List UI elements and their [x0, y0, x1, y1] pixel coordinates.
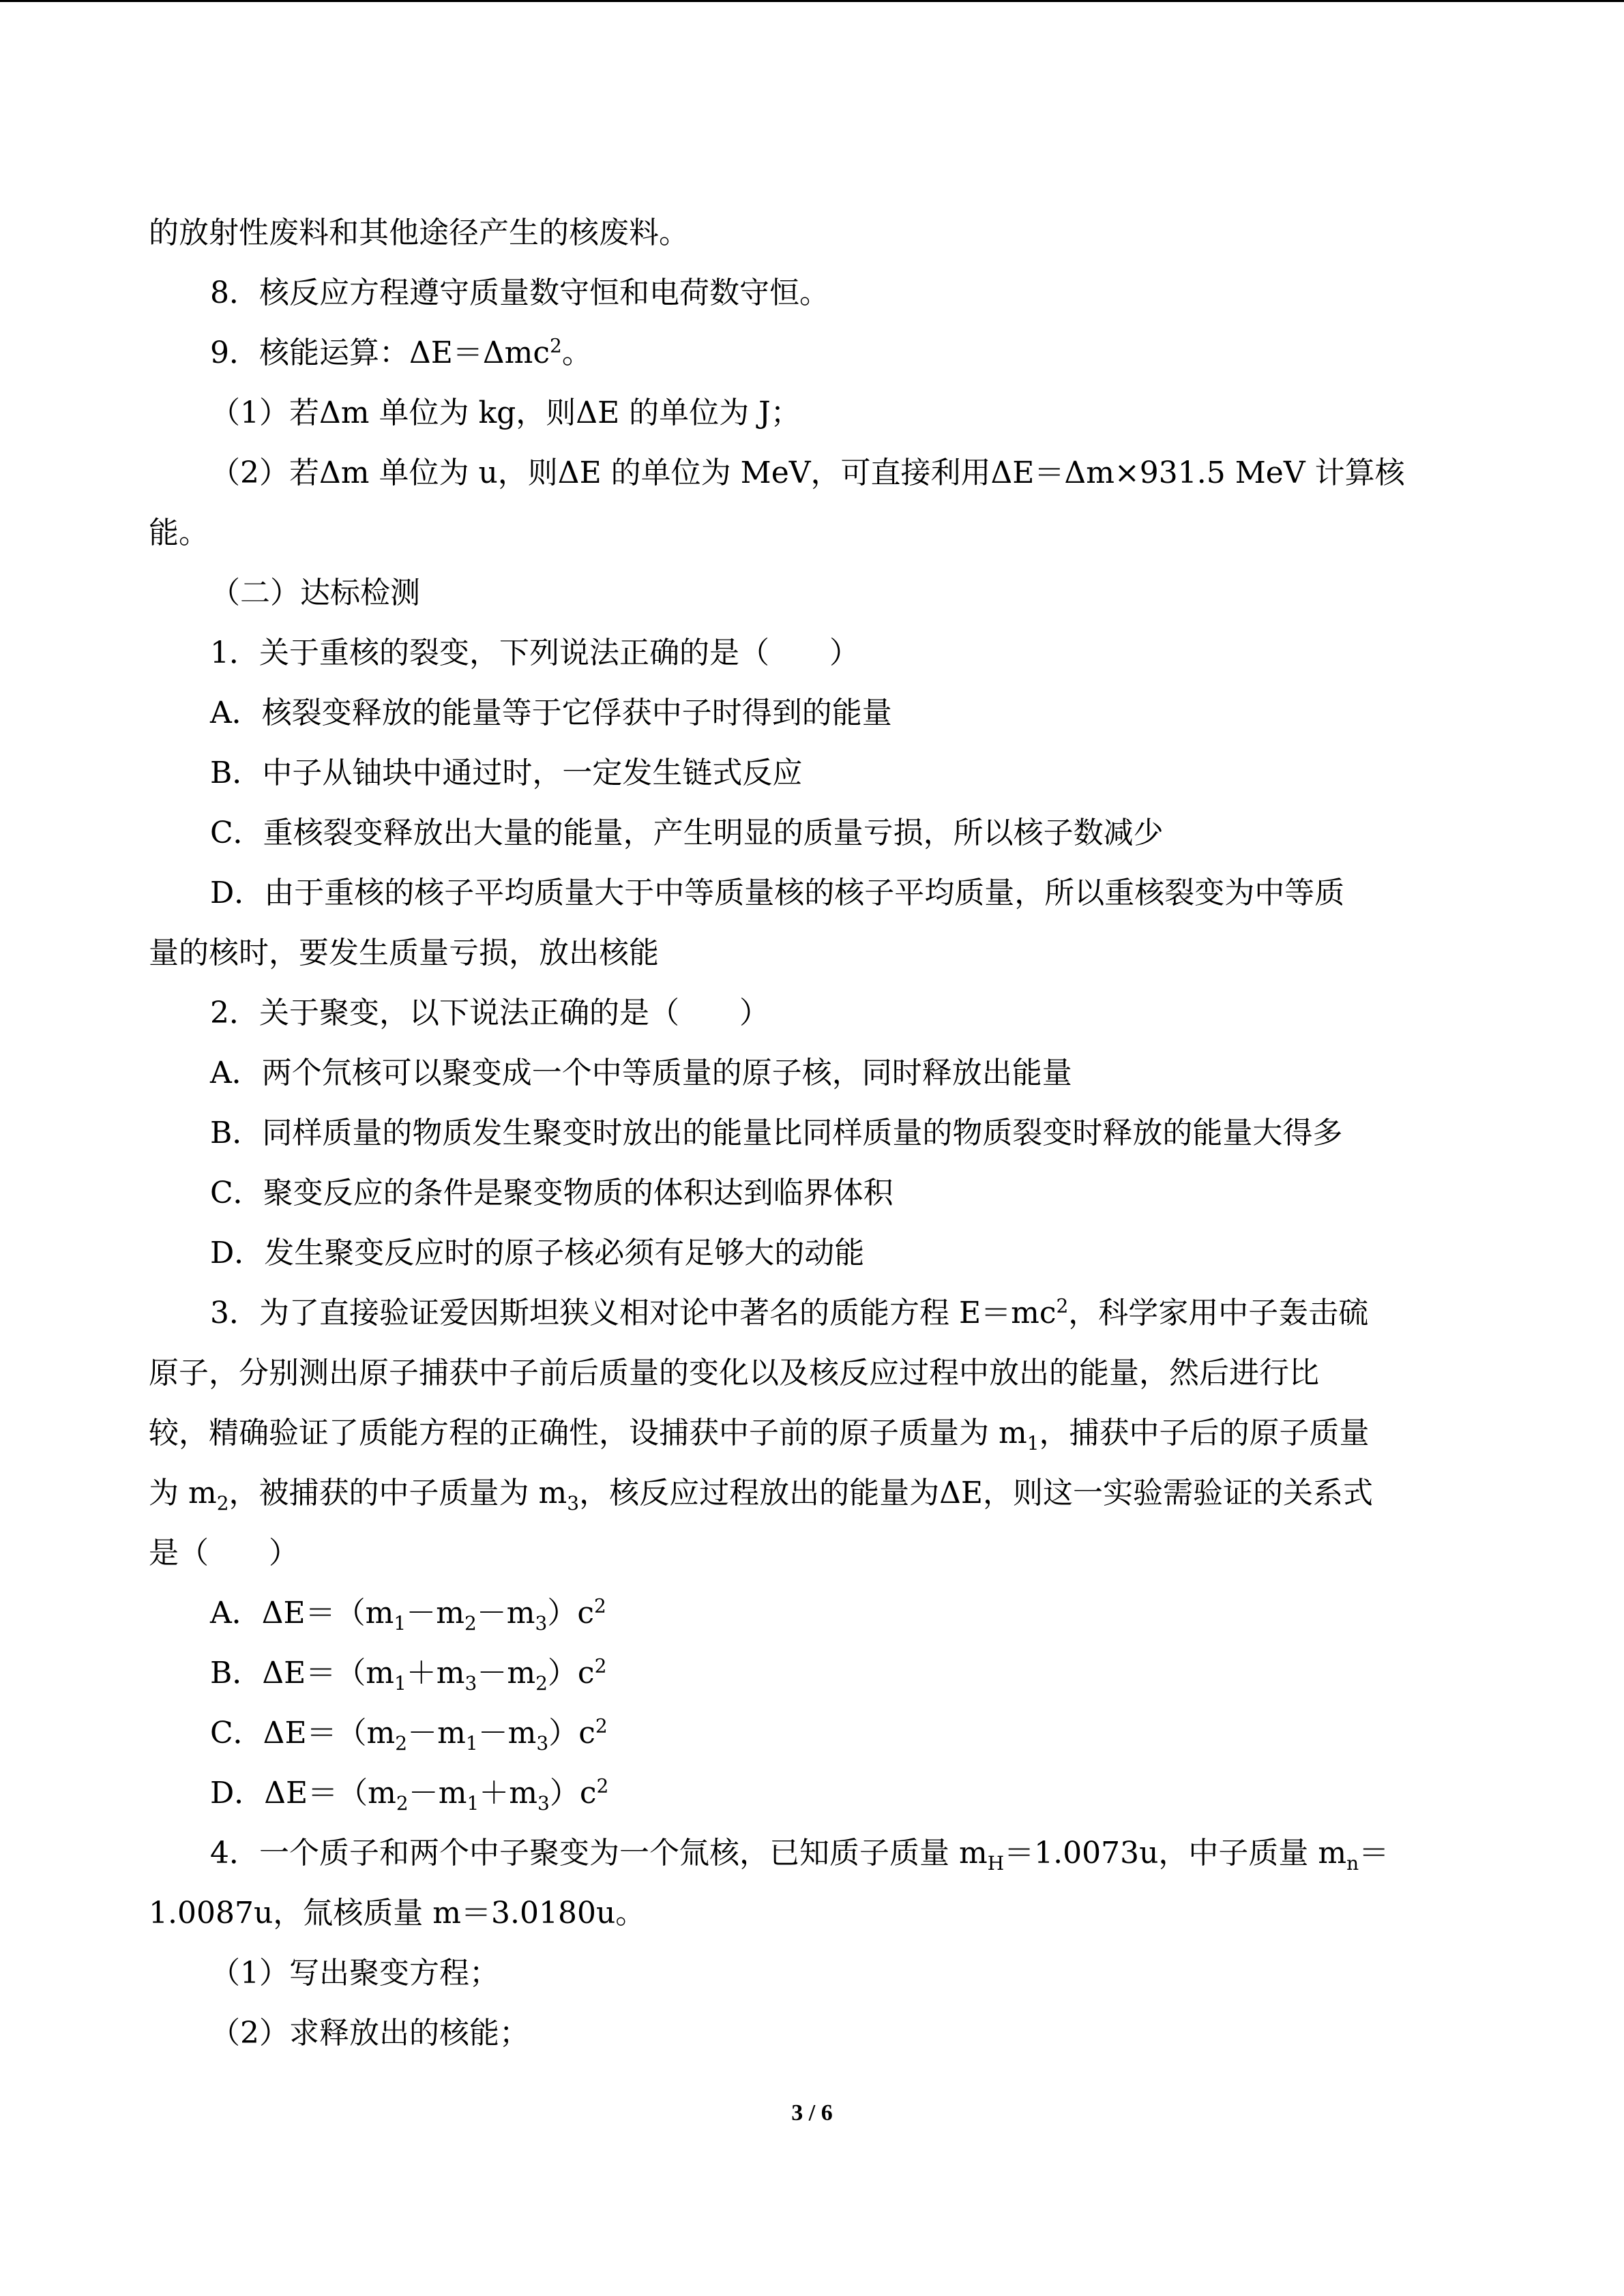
text-line: 原子，分别测出原子捕获中子前后质量的变化以及核反应过程中放出的能量，然后进行比 — [149, 1356, 1319, 1390]
question-1-option-c: C．重核裂变释放出大量的能量，产生明显的质量亏损，所以核子数减少 — [210, 816, 1164, 850]
question-1-option-b: B．中子从铀块中通过时，一定发生链式反应 — [210, 756, 803, 790]
knowledge-point-8: 8．核反应方程遵守质量数守恒和电荷数守恒。 — [210, 275, 829, 310]
question-2-option-d: D．发生聚变反应时的原子核必须有足够大的动能 — [210, 1236, 865, 1270]
question-3-option-c: C．$\Delta E=(m_2-m_1-m_3)c^2$ — [210, 1714, 608, 1755]
page-number: 3 / 6 — [791, 2100, 833, 2126]
top-border-rule — [0, 0, 1624, 2]
question-2-option-c: C．聚变反应的条件是聚变物质的体积达到临界体积 — [210, 1176, 894, 1210]
question-1-stem: 1．关于重核的裂变，下列说法正确的是（ ） — [210, 636, 859, 670]
question-4-part-2: （2）求释放出的核能； — [210, 2016, 529, 2051]
text-line: 为 $m_2$，被捕获的中子质量为 $m_3$，核反应过程放出的能量为ΔE，则这一实验需验证的关系式 — [149, 1476, 1373, 1515]
question-3-option-d: D．$\Delta E=(m_2-m_1+m_3)c^2$ — [210, 1774, 609, 1815]
text-line: 1.0087u，氚核质量 m＝3.0180u。 — [149, 1896, 646, 1930]
question-4-part-1: （1）写出聚变方程； — [210, 1956, 499, 1991]
question-2-option-b: B．同样质量的物质发生聚变时放出的能量比同样质量的物质裂变时释放的能量大得多 — [210, 1116, 1343, 1150]
text-line: 的放射性废料和其他途径产生的核废料。 — [149, 215, 689, 250]
knowledge-point-9-sub-1: （1）若Δm 单位为 kg，则ΔE 的单位为 J； — [210, 396, 801, 430]
knowledge-point-9: 9．核能运算：ΔE＝Δmc$^2$。 — [210, 334, 592, 370]
question-2-option-a: A．两个氘核可以聚变成一个中等质量的原子核，同时释放出能量 — [210, 1056, 1072, 1090]
section-heading: （二）达标检测 — [210, 576, 420, 610]
document-body — [149, 203, 1479, 2063]
question-3-option-b: B．$\Delta E=(m_1+m_3-m_2)c^2$ — [210, 1654, 607, 1695]
knowledge-point-9-sub-2: （2）若Δm 单位为 u，则ΔE 的单位为 MeV，可直接利用ΔE＝Δm×931.5 MeV 计算核 — [210, 456, 1405, 490]
text-line: 较，精确验证了质能方程的正确性，设捕获中子前的原子质量为 $m_1$，捕获中子后的原子质量 — [149, 1416, 1370, 1455]
text-line: 量的核时，要发生质量亏损，放出核能 — [149, 936, 659, 970]
text-line: 能。 — [149, 516, 209, 550]
question-3-stem: 3．为了直接验证爱因斯坦狭义相对论中著名的质能方程 $E=mc^2$，科学家用中子轰击硫 — [210, 1294, 1369, 1330]
question-1-option-d: D．由于重核的核子平均质量大于中等质量核的核子平均质量，所以重核裂变为中等质 — [210, 876, 1345, 910]
question-1-option-a: A．核裂变释放的能量等于它俘获中子时得到的能量 — [210, 696, 892, 730]
text-line: 是（ ） — [149, 1536, 299, 1570]
question-3-option-a: A．$\Delta E=(m_1-m_2-m_3)c^2$ — [210, 1594, 606, 1635]
question-2-stem: 2．关于聚变，以下说法正确的是（ ） — [210, 996, 769, 1030]
question-4-stem: 4．一个质子和两个中子聚变为一个氚核，已知质子质量 $m_H=1.0073u$，中子质量 $m_n=$ — [210, 1836, 1389, 1875]
